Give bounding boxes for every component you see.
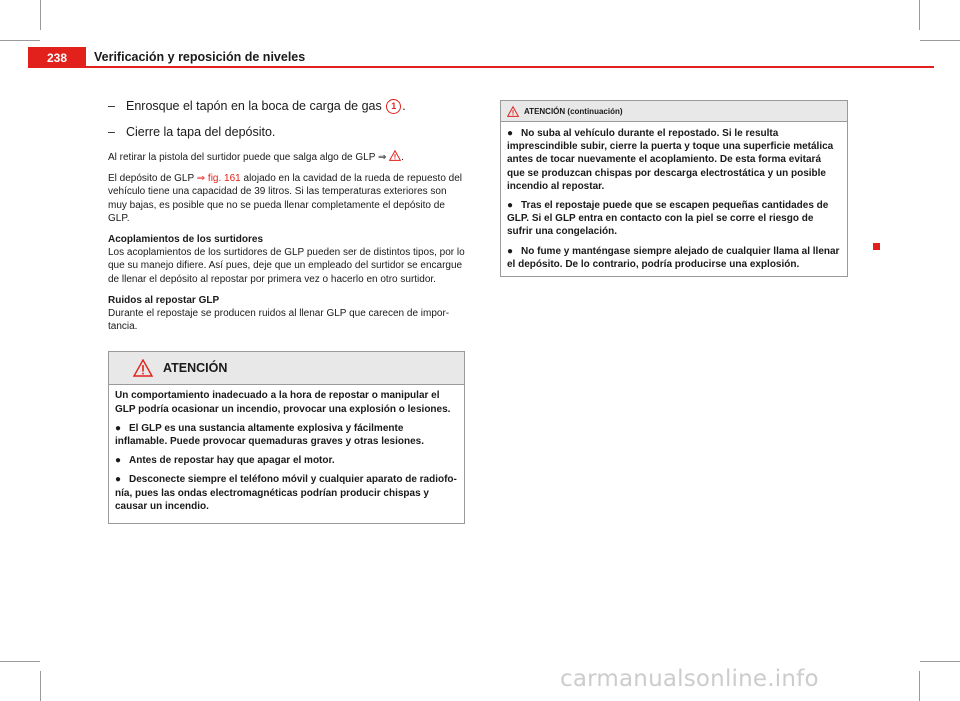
warning-header [109, 352, 464, 385]
warning-item [115, 454, 458, 467]
warning-item [507, 199, 841, 239]
step-text: Cierre la tapa del depósito. [126, 125, 276, 139]
section-heading: Acoplamientos de los surtidores [108, 234, 264, 246]
warning-triangle-icon[interactable] [389, 150, 401, 161]
paragraph-text: . [401, 152, 404, 163]
header-rule [28, 66, 934, 68]
watermark: carmanualsonline.info [560, 666, 819, 692]
step-text [126, 98, 406, 114]
bullet-icon: ● [115, 455, 122, 467]
warning-box [108, 351, 465, 524]
bullet-icon: ● [115, 474, 122, 486]
figure-link[interactable]: ⇒ fig. 161 [196, 173, 241, 185]
step-dash: – [108, 99, 115, 113]
warning-item [115, 473, 458, 513]
warning-item-text: El GLP es una sustancia altamente explosiva y fácilmente inflamable. Puede provocar quemaduras graves y otras lesiones. [115, 422, 425, 448]
warning-body [501, 122, 847, 276]
warning-item [115, 422, 458, 448]
crop-mark [0, 40, 40, 41]
right-column [500, 100, 848, 277]
crop-mark [919, 671, 920, 701]
crop-mark [920, 40, 960, 41]
bullet-icon: ● [507, 200, 514, 212]
warning-item-text: No suba al vehículo durante el repostado. Si le resulta imprescindible subir, cierre la puerta y toque una superficie metálica antes de tocar nuevamente el acoplamiento. De esta forma evitará que se produzcan chispas por descarga electrostática y un posible incendio al repostar. [507, 128, 834, 192]
step-text-part: . [402, 99, 406, 113]
paragraph: Los acoplamientos de los surtidores de GLP pueden ser de distintos tipos, por lo que su manejo difiere. Así pues, deje que un empleado del surtidor se encargue de llenar el depósito al repostar por primera vez o hacerlo en otro surtidor. [108, 247, 465, 285]
step-dash: – [108, 125, 115, 139]
warning-title: ATENCIÓN [163, 361, 228, 376]
section-heading: Ruidos al repostar GLP [108, 294, 220, 306]
paragraph-text: alojado en la cavidad de la rueda de repuesto del vehículo tiene una capacidad de 39 litros. Si las temperaturas exteriores son muy bajas, es posible que no se pueda llenar completamente el depósito de GLP. [108, 173, 463, 224]
warning-item-text: Tras el repostaje puede que se escapen pequeñas cantidades de GLP. Si el GLP entra en contacto con la piel se corre el riesgo de sufrir una congelación. [507, 200, 829, 238]
bullet-icon: ● [507, 245, 514, 257]
crop-mark [920, 661, 960, 662]
warning-item-text: Antes de repostar hay que apagar el motor. [129, 455, 335, 467]
page-title: Verificación y reposición de niveles [94, 50, 306, 64]
page-number: 238 [28, 47, 86, 68]
paragraph-text: Al retirar la pistola del surtidor puede que salga algo de GLP ⇒ [108, 152, 390, 163]
paragraph [108, 150, 465, 164]
warning-item-text: No fume y manténgase siempre alejado de cualquier llama al llenar el depósito. De lo contrario, podría producirse una explosión. [507, 245, 840, 270]
warning-box-continued [500, 100, 848, 277]
warning-header [501, 101, 847, 122]
warning-triangle-icon [133, 359, 153, 377]
warning-body [109, 385, 464, 523]
crop-mark [40, 0, 41, 30]
bullet-icon: ● [115, 422, 122, 434]
left-column [108, 98, 465, 524]
crop-mark [40, 671, 41, 701]
warning-item [507, 127, 841, 193]
step-item [108, 124, 465, 140]
paragraph: Durante el repostaje se producen ruidos al llenar GLP que carecen de importancia. [108, 308, 450, 333]
step-text-part: Enrosque el tapón en la boca de carga de gas [126, 99, 386, 113]
step-item [108, 98, 465, 114]
crop-mark [0, 661, 40, 662]
paragraph [108, 172, 465, 225]
bullet-icon: ● [507, 128, 514, 139]
callout-marker: 1 [386, 99, 401, 114]
warning-item-text: Desconecte siempre el teléfono móvil y cualquier aparato de radiofonía, pues las ondas electromagnéticas podrían producir chispas y causar un incendio. [115, 474, 457, 512]
warning-item [507, 245, 841, 271]
section-end-marker [873, 243, 880, 250]
paragraph-text: El depósito de GLP [108, 173, 197, 185]
warning-title: ATENCIÓN (continuación) [524, 106, 623, 116]
warning-triangle-icon [507, 106, 519, 117]
crop-mark [919, 0, 920, 30]
warning-intro: Un comportamiento inadecuado a la hora de repostar o manipular el GLP podría ocasionar un incendio, provocar una explosión o lesiones. [115, 390, 451, 415]
